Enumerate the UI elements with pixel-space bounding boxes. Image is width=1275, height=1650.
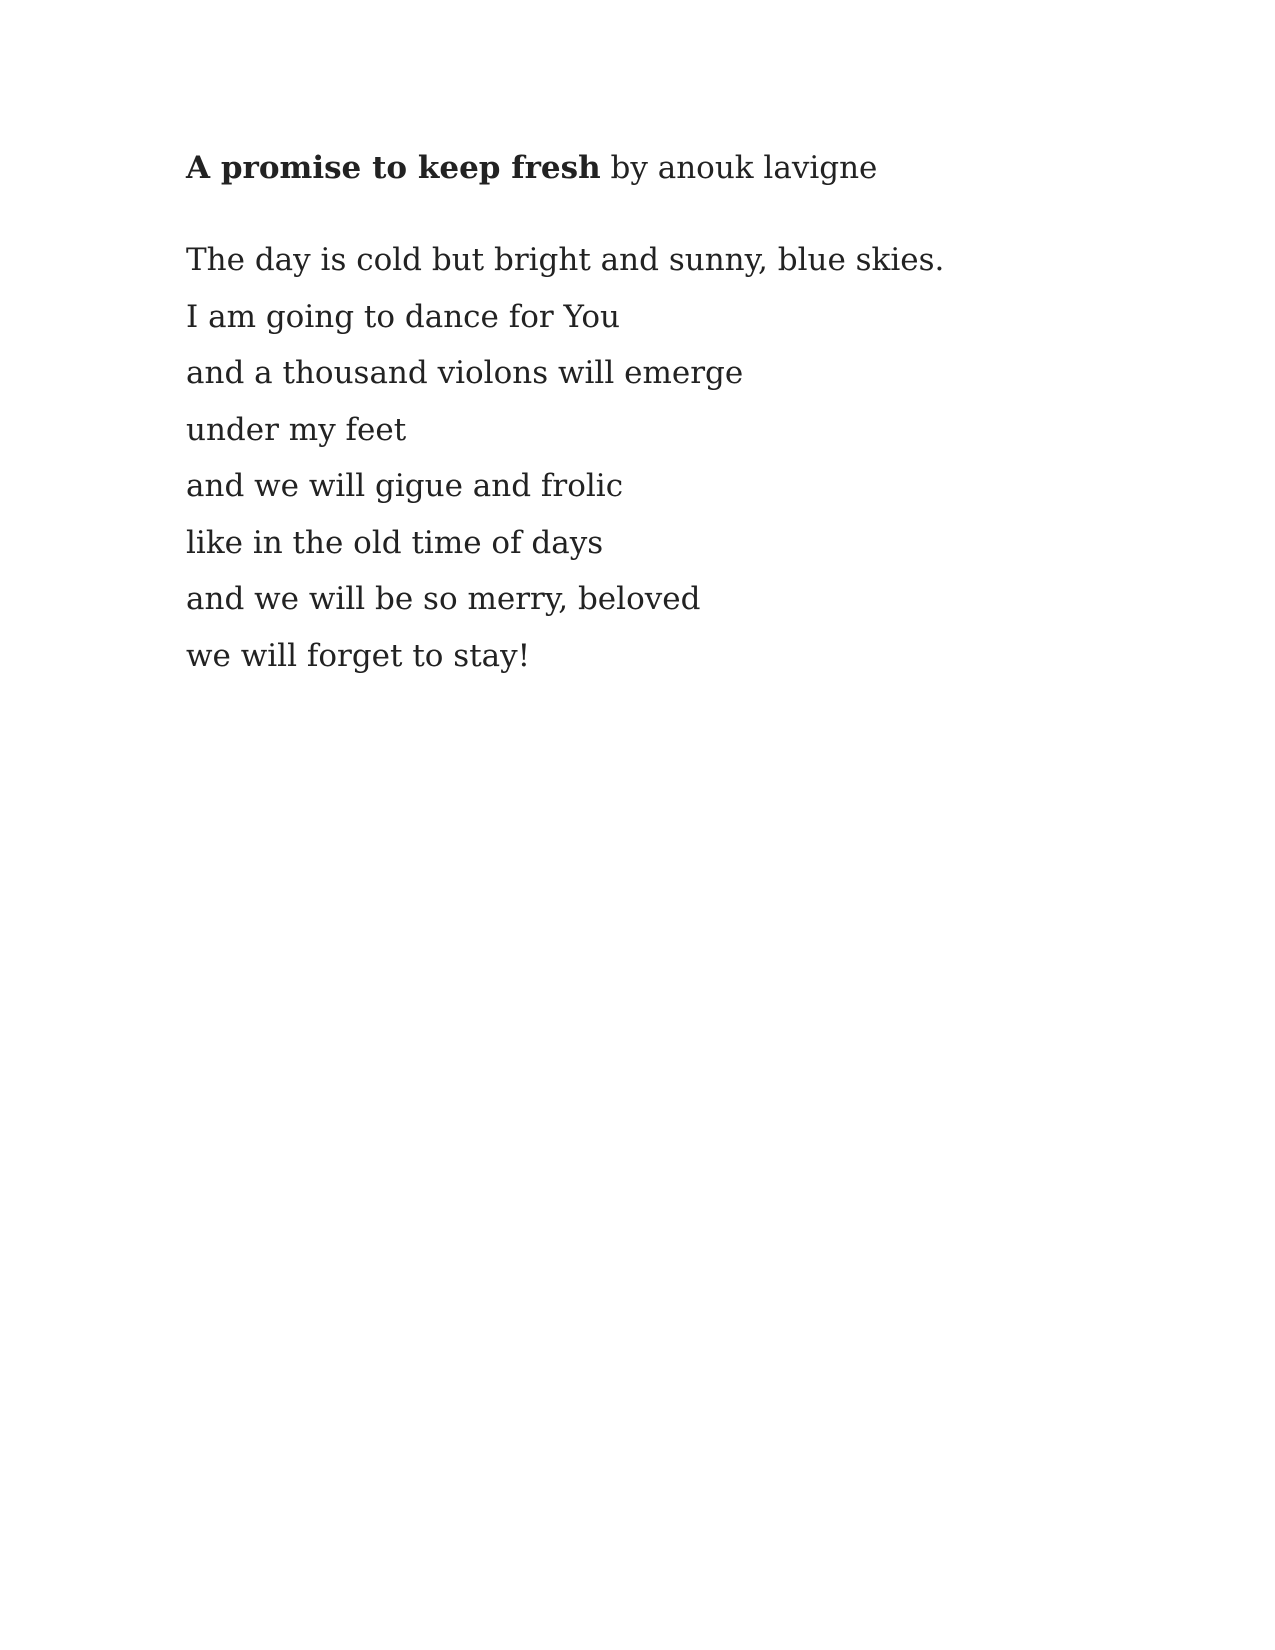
poem-line: and we will gigue and frolic xyxy=(186,468,624,504)
title-line xyxy=(186,146,1136,190)
poem-line: I am going to dance for You xyxy=(186,298,620,335)
poem-line: we will forget to stay! xyxy=(186,637,531,674)
poem xyxy=(186,146,1136,684)
poem-title: A promise to keep fresh xyxy=(186,150,601,186)
poem-line: and we will be so merry, beloved xyxy=(186,581,701,617)
poem-line: The day is cold but bright and sunny, blue skies. xyxy=(186,242,945,278)
poem-verse xyxy=(186,232,1136,684)
poem-line: under my feet xyxy=(186,411,407,448)
poem-line: like in the old time of days xyxy=(186,524,604,561)
poem-line: and a thousand violons will emerge xyxy=(186,355,744,391)
poem-byline: by anouk lavigne xyxy=(610,150,878,186)
